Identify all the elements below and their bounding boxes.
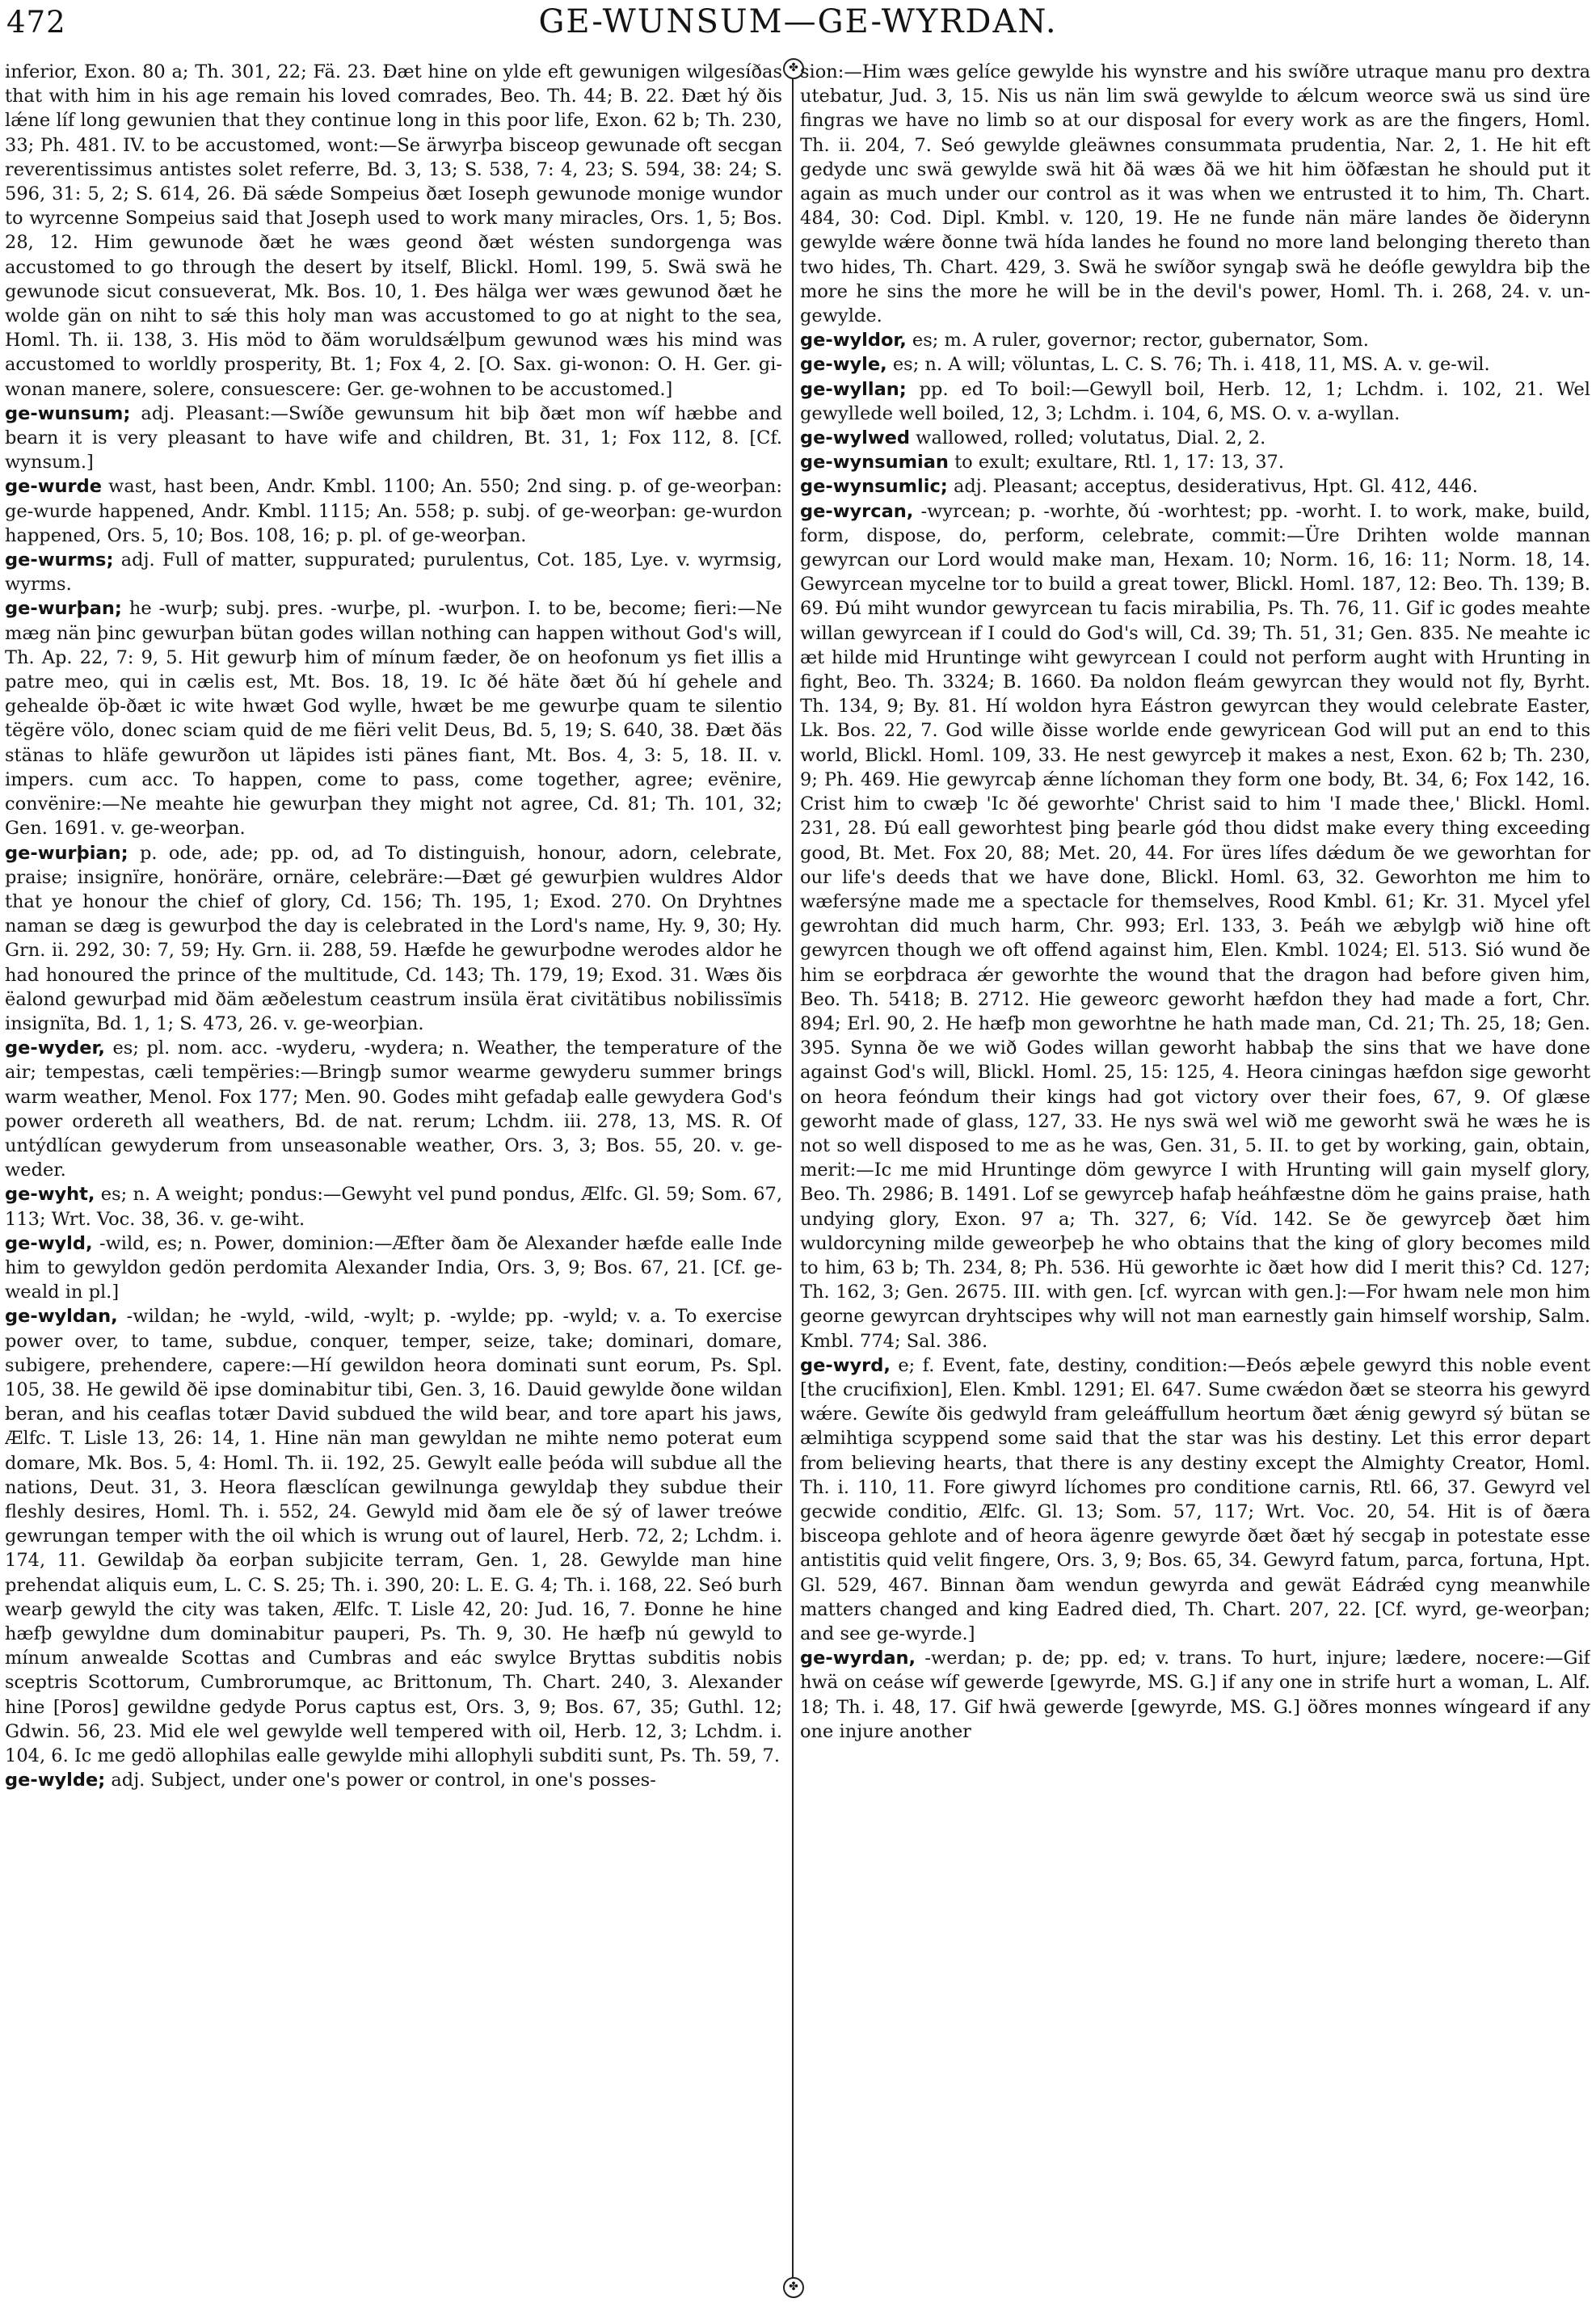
entry-definition: -wildan; he -wyld, -wild, -wylt; p. -wylde; pp. -wyld; v. a. To exercise power over, to tame, subdue, conquer, temper, seize, take; dominari, domare, subigere, prehendere, capere:—Hí gewildon heora dominati sunt eorum, Ps. Spl. 105, 38. He gewild ðë ipse dominabitur tibi, Gen. 3, 16. Dauid gewylde ðone wildan beran, and his ceaflas totær David subdued the wild bear, and tore apart his jaws, Ælfc. T. Lisle 13, 26: 14, 1. Hine nän man gewyldan ne mihte nemo poterat eum domare, Mk. Bos. 5, 4: Homl. Th. ii. 192, 25. Gewylt ealle þeóda will subdue all the nations, Deut. 31, 3. Heora flæsclícan gewilnunga gewyldaþ they subdue their fleshly desires, Homl. Th. i. 552, 24. Gewyld mid ðam ele ðe sý of lawer treówe gewrungan temper with the oil which is wrung out of laurel, Herb. 72, 2; Lchdm. i. 174, 11. Gewildaþ ða eorþan subjicite terram, Gen. 1, 28. Gewylde man hine prehendat aliquis eum, L. C. S. 25; Th. i. 390, 20: L. E. G. 4; Th. i. 168, 22. Seó burh wearþ gewyld the city was taken, Ælfc. T. Lisle 42, 20: Jud. 16, 7. Ðonne he hine hæfþ gewyldne dum dominabitur pauperi, Ps. Th. 9, 30. He hæfþ nú gewyld to mínum anwealde Scottas and Cumbras and eác swylce Bryttas subditis nobis sceptris Scottorum, Cumbrorumque, ac Brittonum, Th. Chart. 240, 3. Alexander hine [Poros] gewildne gedyde Porus captus est, Ors. 3, 9; Bos. 67, 35; Guthl. 12; Gdwin. 56, 23. Mid ele wel gewylde well tempered with oil, Herb. 12, 3; Lchdm. i. 104, 6. Ic me gedö allophilas ealle gewylde mihi allophyli subditi sunt, Ps. Th. 59, 7.: [5, 1306, 782, 1767]
column-rule: [792, 66, 794, 2284]
dictionary-entry: [5, 474, 782, 548]
entry-headword: ge-wyder,: [5, 1038, 105, 1059]
dictionary-entry: [5, 841, 782, 1037]
entry-definition: es; m. A ruler, governor; rector, gubernator, Som.: [906, 330, 1369, 351]
entry-definition: es; n. A weight; pondus:—Gewyht vel pund pondus, Ælfc. Gl. 59; Som. 67, 113; Wrt. Voc. 38, 36. v. ge-wiht.: [5, 1184, 782, 1230]
dictionary-entry: [800, 450, 1590, 474]
entry-definition: he -wurþ; subj. pres. -wurþe, pl. -wurþon. I. to be, become; fieri:—Ne mæg nän þinc gewurþan bütan godes willan nothing can happen without God's will, Th. Ap. 22, 7: 9, 5. Hit gewurþ him of mínum fæder, ðe on heofonum ys fiet illis a patre meo, qui in cælis est, Mt. Bos. 18, 19. Ic ðé häte ðæt ðú hí gehele and gehealde öþ-ðæt ic wite hwæt God wylle, hwæt be me gewurþe quam te silentio tëgëre völo, donec sciam quid de me fiëri velit Deus, Bd. 5, 19; S. 640, 38. Ðæt ðäs stänas to hläfe gewurðon ut läpides isti pänes fiant, Mt. Bos. 4, 3: 5, 18. II. v. impers. cum acc. To happen, come to pass, come together, agree; evënire, convënire:—Ne meahte hie gewurþan they might not agree, Cd. 81; Th. 101, 32; Gen. 1691. v. ge-weorþan.: [5, 598, 782, 840]
entry-headword: ge-wynsumian: [800, 452, 949, 474]
entry-headword: ge-wurþian;: [5, 842, 128, 864]
entry-headword: ge-wyle,: [800, 354, 887, 376]
entry-definition: p. ode, ade; pp. od, ad To distinguish, honour, adorn, celebrate, praise; insignïre, honöräre, ornäre, celebräre:—Ðæt gé gewurþien wuldres Aldor that ye honour the chief of glory, Cd. 156; Th. 195, 1; Exod. 270. On Dryhtnes naman se dæg is gewurþod the day is celebrated in the Lord's name, Hy. 9, 30; Hy. Grn. ii. 292, 30: 7, 59; Hy. Grn. ii. 288, 59. Hæfde he gewurþodne werodes aldor he had honoured the prince of the multitude, Cd. 143; Th. 179, 19; Exod. 31. Wæs ðis ëalond gewurþad mid ðäm æðelestum ceastrum insüla ërat civitätibus nobilissïmis insignïta, Bd. 1, 1; S. 473, 26. v. ge-weorþian.: [5, 842, 782, 1034]
entry-definition: adj. Pleasant; acceptus, desiderativus, Hpt. Gl. 412, 446.: [947, 476, 1478, 498]
dictionary-entry: [800, 60, 1590, 328]
dictionary-entry: [5, 1036, 782, 1182]
entry-definition: e; f. Event, fate, destiny, condition:—Ðeós æþele gewyrd this noble event [the crucifixion], Elen. Kmbl. 1291; El. 647. Sume cwǽdon ðæt se steorra his gewyrd wǽre. Gewíte ðis gedwyld fram geleáffullum heortum ðæt ǽnig gewyrd sý bütan se ælmihtiga scyppend some said that the star was his destiny. Let this error depart from believing hearts, that there is any destiny except the Almighty Creator, Homl. Th. i. 110, 11. Fore giwyrd líchomes pro conditione carnis, Rtl. 66, 37. Gewyrd vel gecwide conditio, Ælfc. Gl. 13; Som. 57, 117; Wrt. Voc. 20, 54. Hit is of ðæra bisceopa gehlote and of heora ägenre gewyrde ðæt ðæt hý secgaþ in potestate esse antistitis quid velit fingere, Ors. 3, 9; Bos. 65, 34. Gewyrd fatum, parca, fortuna, Hpt. Gl. 529, 467. Binnan ðam wendun gewyrda and gewät Eádrǽd cyng meanwhile matters changed and king Eadred died, Th. Chart. 207, 22. [Cf. wyrd, ge-weorþan; and see ge-wyrde.]: [800, 1354, 1590, 1644]
entry-definition: es; pl. nom. acc. -wyderu, -wydera; n. Weather, the temperature of the air; tempestas, cæli tempëries:—Bringþ sumor wearme gewyderu summer brings warm weather, Menol. Fox 177; Men. 90. Godes miht gefadaþ ealle gewydera God's power ordereth all weathers, Bd. de nat. rerum; Lchdm. iii. 278, 13, MS. R. Of untýdlícan gewyderum from unseasonable weather, Ors. 3, 3; Bos. 55, 20. v. ge-weder.: [5, 1038, 782, 1181]
dictionary-entry: [5, 60, 782, 402]
dictionary-entry: [5, 548, 782, 596]
entry-definition: -werdan; p. de; pp. ed; v. trans. To hurt, injure; lædere, nocere:—Gif hwä on ceáse wíf gewerde [gewyrde, MS. G.] if any one in strife hurt a woman, L. Alf. 18; Th. i. 48, 17. Gif hwä gewerde [gewyrde, MS. G.] öðres monnes wíngeard if any one injure another: [800, 1648, 1590, 1742]
entry-headword: ge-wurms;: [5, 549, 114, 571]
dictionary-entry: [800, 426, 1590, 450]
entry-headword: ge-wyrcan,: [800, 500, 914, 522]
entry-headword: ge-wunsum;: [5, 402, 131, 424]
dictionary-entry: [5, 402, 782, 475]
entry-headword: ge-wyrd,: [800, 1354, 891, 1376]
entry-headword: ge-wyldor,: [800, 330, 907, 351]
entry-definition: adj. Subject, under one's power or control, in one's posses-: [105, 1770, 656, 1791]
entry-headword: ge-wurde: [5, 476, 102, 498]
entry-definition: wast, hast been, Andr. Kmbl. 1100; An. 550; 2nd sing. p. of ge-weorþan: ge-wurde happened, Andr. Kmbl. 1115; An. 558; p. subj. of ge-weorþan: ge-wurdon happened, Ors. 5, 10; Bos. 108, 16; p. pl. of ge-weorþan.: [5, 476, 782, 546]
entry-definition: es; n. A will; völuntas, L. C. S. 76; Th. i. 418, 11, MS. A. v. ge-wil.: [886, 354, 1490, 376]
entry-definition: wallowed, rolled; volutatus, Dial. 2, 2.: [910, 427, 1266, 449]
column-rule-top-ornament-icon: ✤: [783, 58, 804, 79]
entry-headword: ge-wyrdan,: [800, 1648, 916, 1669]
dictionary-entry: [800, 499, 1590, 1353]
entry-headword: ge-wyld,: [5, 1232, 93, 1254]
entry-headword: ge-wynsumlic;: [800, 476, 948, 498]
dictionary-entry: [800, 1646, 1590, 1744]
entry-definition: -wild, es; n. Power, dominion:—Æfter ðam ðe Alexander hæfde ealle Inde him to gewyldon gedön perdomita Alexander India, Ors. 3, 9; Bos. 67, 21. [Cf. ge-weald in pl.]: [5, 1232, 782, 1303]
entry-headword: ge-wyht,: [5, 1184, 95, 1206]
right-column: [800, 60, 1590, 2298]
dictionary-entry: [800, 328, 1590, 352]
dictionary-entry: [5, 596, 782, 840]
entry-headword: ge-wyldan,: [5, 1306, 118, 1328]
dictionary-entry: [800, 352, 1590, 377]
left-column: [5, 60, 782, 2298]
dictionary-entry: [5, 1304, 782, 1768]
entry-definition: inferior, Exon. 80 a; Th. 301, 22; Fä. 23. Ðæt hine on ylde eft gewunigen wilgesíðas that with him in his age remain his loved comrades, Beo. Th. 44; B. 22. Ðæt hý ðis lǽne líf long gewunien that they continue long in this poor life, Exon. 62 b; Th. 230, 33; Ph. 481. IV. to be accustomed, wont:—Se ärwyrþa bisceop gewunade oft secgan reverentissimus antistes solet referre, Bd. 3, 13; S. 538, 7: 4, 23; S. 594, 38: 24; S. 596, 31: 5, 2; S. 614, 26. Ðä sǽde Sompeius ðæt Ioseph gewunode monige wundor to wyrcenne Sompeius said that Joseph used to work many miracles, Ors. 1, 5; Bos. 28, 12. Him gewunode ðæt he wæs geond ðæt wésten sundorgenga was accustomed to go through the desert by itself, Blickl. Homl. 199, 5. Swä swä he gewunode sicut consueverat, Mk. Bos. 10, 1. Ðes hälga wer wæs gewunod ðæt he wolde gän on niht to sǽ this holy man was accustomed to go at night to the sea, Homl. Th. ii. 138, 3. His möd to ðäm woruldsǽlþum gewunod wæs his mind was accustomed to worldly prosperity, Bt. 1; Fox 4, 2. [O. Sax. gi-wonon: O. H. Ger. gi-wonan manere, solere, consuescere: Ger. ge-wohnen to be accustomed.]: [5, 61, 782, 400]
running-head: [0, 3, 1596, 52]
entry-headword: ge-wylwed: [800, 427, 911, 449]
entry-headword: ge-wyllan;: [800, 378, 907, 400]
entry-definition: adj. Pleasant:—Swíðe gewunsum hit biþ ðæt mon wíf hæbbe and bearn it is very pleasant to have wife and children, Bt. 31, 1; Fox 112, 8. [Cf. wynsum.]: [5, 402, 782, 474]
entry-definition: adj. Full of matter, suppurated; purulentus, Cot. 185, Lye. v. wyrmsig, wyrms.: [5, 549, 782, 596]
dictionary-entry: [5, 1231, 782, 1305]
entry-headword: ge-wurþan;: [5, 598, 122, 620]
entry-definition: -wyrcean; p. -worhte, ðú -worhtest; pp. -worht. I. to work, make, build, form, dispose, do, perform, celebrate, commit:—Üre Drihten wolde mannan gewyrcan our Lord would make man, Hexam. 10; Norm. 16, 16: 11; Norm. 18, 14. Gewyrcean mycelne tor to build a great tower, Blickl. Homl. 187, 12: Beo. Th. 139; B. 69. Ðú miht wundor gewyrcean tu facis mirabilia, Ps. Th. 76, 11. Gif ic godes meahte willan gewyrcean if I could do God's will, Cd. 39; Th. 51, 31; Gen. 835. Ne meahte ic æt hilde mid Hruntinge wiht gewyrcean I could not perform aught with Hrunting in fight, Beo. Th. 3324; B. 1660. Ða noldon fleám gewyrcan they would not fly, Byrht. Th. 134, 9; By. 81. Hí woldon hyra Eástron gewyrcan they would celebrate Easter, Lk. Bos. 22, 7. God wille ðisse worlde ende gewyricean God will put an end to this world, Blickl. Homl. 109, 33. He nest gewyrceþ it makes a nest, Exon. 62 b; Th. 230, 9; Ph. 469. Hie gewyrcaþ ǽnne líchoman they form one body, Bt. 34, 6; Fox 142, 16. Crist him to cwæþ 'Ic ðé geworhte' Christ said to him 'I made thee,' Blickl. Homl. 231, 28. Ðú eall geworhtest þing þearle gód thou didst make every thing exceeding good, Bt. Met. Fox 20, 88; Met. 20, 44. For üres lífes dǽdum ðe we geworhtan for our life's deeds that we have done, Blickl. Homl. 63, 32. Geworhton me him to wæfersýne made me a spectacle for themselves, Rood Kmbl. 61; Kr. 31. Mycel yfel gewrohtan did much harm, Chr. 993; Erl. 133, 3. Þeáh we æbylgþ wið hine oft gewyrcen though we oft offend against him, Elen. Kmbl. 1024; El. 513. Sió wund ðe him se eorþdraca ǽr geworhte the wound that the dragon had before given him, Beo. Th. 5418; B. 2712. Hie geweorc geworht hæfdon they had made a fort, Chr. 894; Erl. 90, 2. He hæfþ mon geworhtne he hath made man, Cd. 21; Th. 25, 18; Gen. 395. Synna ðe we wið Godes willan geworht habbaþ the sins that we have done against God's will, Blickl. Homl. 25, 15: 125, 4. Heora ciningas hæfdon sige geworht on heora feóndum their kings had got victory over their foes, 67, 9. Of glæse geworht made of glass, 127, 33. He nys swä wel wið me geworht swä he wæs he is not so well disposed to me as he was, Gen. 31, 5. II. to get by working, gain, obtain, merit:—Ic me mid Hruntinge döm gewyrce I with Hrunting will gain myself glory, Beo. Th. 2986; B. 1491. Lof se gewyrceþ hafaþ heáhfæstne döm he gains praise, hath undying glory, Exon. 97 a; Th. 327, 6; Víd. 142. Se ðe gewyrceþ ðæt him wuldorcyning milde geweorþeþ he who obtains that the king of glory becomes mild to him, 63 b; Th. 234, 8; Ph. 536. Hü geworhte ic ðæt how did I merit this? Cd. 127; Th. 162, 3; Gen. 2675. III. with gen. [cf. wyrcan with gen.]:—For hwam nele mon him georne gewyrcan dryhtscipes why will not man earnestly gain himself worship, Salm. Kmbl. 774; Sal. 386.: [800, 500, 1590, 1352]
dictionary-entry: [800, 377, 1590, 426]
column-rule-bottom-ornament-icon: ✤: [783, 2277, 804, 2298]
running-title: GE-WUNSUM—GE-WYRDAN.: [538, 3, 1058, 40]
entry-definition: pp. ed To boil:—Gewyll boil, Herb. 12, 1; Lchdm. i. 102, 21. Wel gewyllede well boiled, 12, 3; Lchdm. i. 104, 6, MS. O. v. a-wyllan.: [800, 378, 1590, 424]
page-number: 472: [6, 5, 66, 40]
entry-headword: ge-wylde;: [5, 1770, 106, 1791]
entry-definition: sion:—Him wæs gelíce gewylde his wynstre and his swíðre utraque manu pro dextra utebatur, Jud. 3, 15. Nis us nän lim swä gewylde to ǽlcum weorce swä us sind üre fingras we have no limb so at our disposal for every work as are the fingers, Homl. Th. ii. 204, 7. Seó gewylde gleäwnes consummata prudentia, Nar. 2, 1. He hit eft gedyde unc swä gewylde swä hit ðä wæs ðä we hit him öðfæstan he should put it again as much under our control as it was when we entrusted it to him, Th. Chart. 484, 30: Cod. Dipl. Kmbl. v. 120, 19. He ne funde nän märe landes ðe ðiderynn gewylde wǽre ðonne twä hída landes he found no more land belonging thereto than two hides, Th. Chart. 429, 3. Swä he swíðor syngaþ swä he deófle gewyldra biþ the more he sins the more he will be in the devil's power, Homl. Th. i. 268, 24. v. un-gewylde.: [800, 61, 1590, 327]
dictionary-entry: [5, 1768, 782, 1792]
entry-definition: to exult; exultare, Rtl. 1, 17: 13, 37.: [948, 452, 1285, 474]
dictionary-entry: [5, 1182, 782, 1231]
dictionary-entry: [800, 474, 1590, 499]
dictionary-entry: [800, 1353, 1590, 1646]
